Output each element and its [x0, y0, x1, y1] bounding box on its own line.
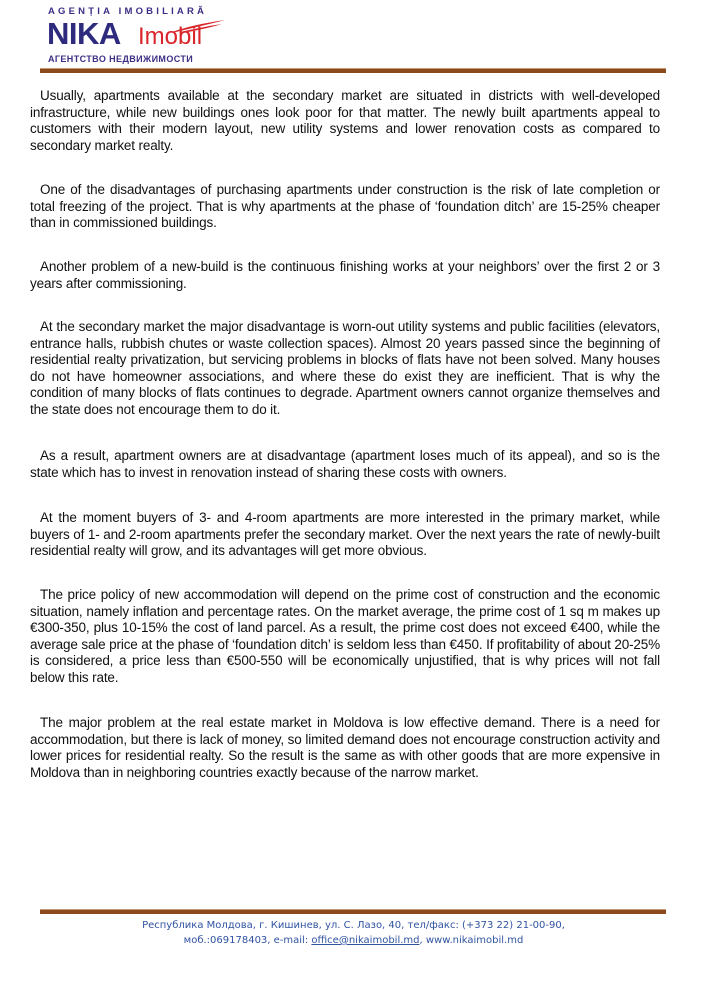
footer-contact-line: [0, 933, 707, 948]
footer-separator: ,: [419, 935, 426, 946]
logo-subtitle-ru: АГЕНТСТВО НЕДВИЖИМОСТИ: [48, 54, 194, 64]
company-logo: [40, 2, 260, 64]
footer-phone: моб.:069178403, e-mail:: [183, 935, 312, 946]
footer-divider: [40, 909, 666, 914]
paragraph: The major problem at the real estate market in Moldova is low effective demand. There is a need for accommodation, but there is lack of money, so limited demand does not encourage construction activity and lower prices for residential realty. So the result is the same as with other goods that are more expensive in Moldova than in neighboring countries exactly because of the narrow market.: [30, 715, 660, 780]
paragraph: At the moment buyers of 3- and 4-room apartments are more interested in the primary market, while buyers of 1- and 2-room apartments prefer the secondary market. Over the next years the rate of newly-built residential realty will grow, and its advantages will get more obvious.: [30, 510, 660, 559]
header-divider: [40, 68, 666, 73]
paragraph: One of the disadvantages of purchasing apartments under construction is the risk of late completion or total freezing of the project. That is why apartments at the phase of ‘foundation ditch’ are 15-25% cheaper than in commissioned buildings.: [30, 182, 660, 231]
paragraph: At the secondary market the major disadvantage is worn-out utility systems and public facilities (elevators, entrance halls, rubbish chutes or waste collection spaces). Almost 20 years passed since the beginning of residential realty privatization, but servicing problems in blocks of flats have not been solved. Many houses do not have homeowner associations, and where these do exist they are inefficient. That is why the condition of many blocks of flats continues to degrade. Apartment owners cannot organize themselves and the state does not encourage them to do it.: [30, 319, 660, 417]
paragraph: Usually, apartments available at the secondary market are situated in districts with well-developed infrastructure, while new buildings ones look poor for that matter. The newly built apartments appeal to customers with their modern layout, new utility systems and lower renovation costs as compared to secondary market realty.: [30, 88, 660, 153]
footer-contact: [0, 918, 707, 948]
logo-agency-label: AGENȚIA IMOBILIARĂ: [48, 6, 208, 17]
paragraph: The price policy of new accommodation will depend on the prime cost of construction and the economic situation, namely inflation and percentage rates. On the market average, the prime cost of 1 sq m makes up €300-350, plus 10-15% the cost of land parcel. As a result, the prime cost does not exceed €400, while the average sale price at the phase of ‘foundation ditch’ is seldom less than €450. If profitability of about 20-25% is considered, a price less than €500-550 will be economically unjustified, that is why prices will not fall below this rate.: [30, 587, 660, 685]
paragraph: As a result, apartment owners are at disadvantage (apartment loses much of its appeal), and so is the state which has to invest in renovation instead of sharing these costs with owners.: [30, 448, 660, 480]
footer-email-link[interactable]: office@nikaimobil.md: [311, 935, 420, 946]
logo-brand-suffix: Imobil: [138, 23, 203, 50]
paragraph: Another problem of a new-build is the continuous finishing works at your neighbors’ over the first 2 or 3 years after commissioning.: [30, 259, 660, 291]
logo-brand-name: NIKA: [47, 16, 121, 51]
footer-website[interactable]: www.nikaimobil.md: [425, 935, 524, 946]
footer-address: Республика Молдова, г. Кишинев, ул. С. Лазо, 40, тел/факс: (+373 22) 21-00-90,: [142, 920, 565, 931]
